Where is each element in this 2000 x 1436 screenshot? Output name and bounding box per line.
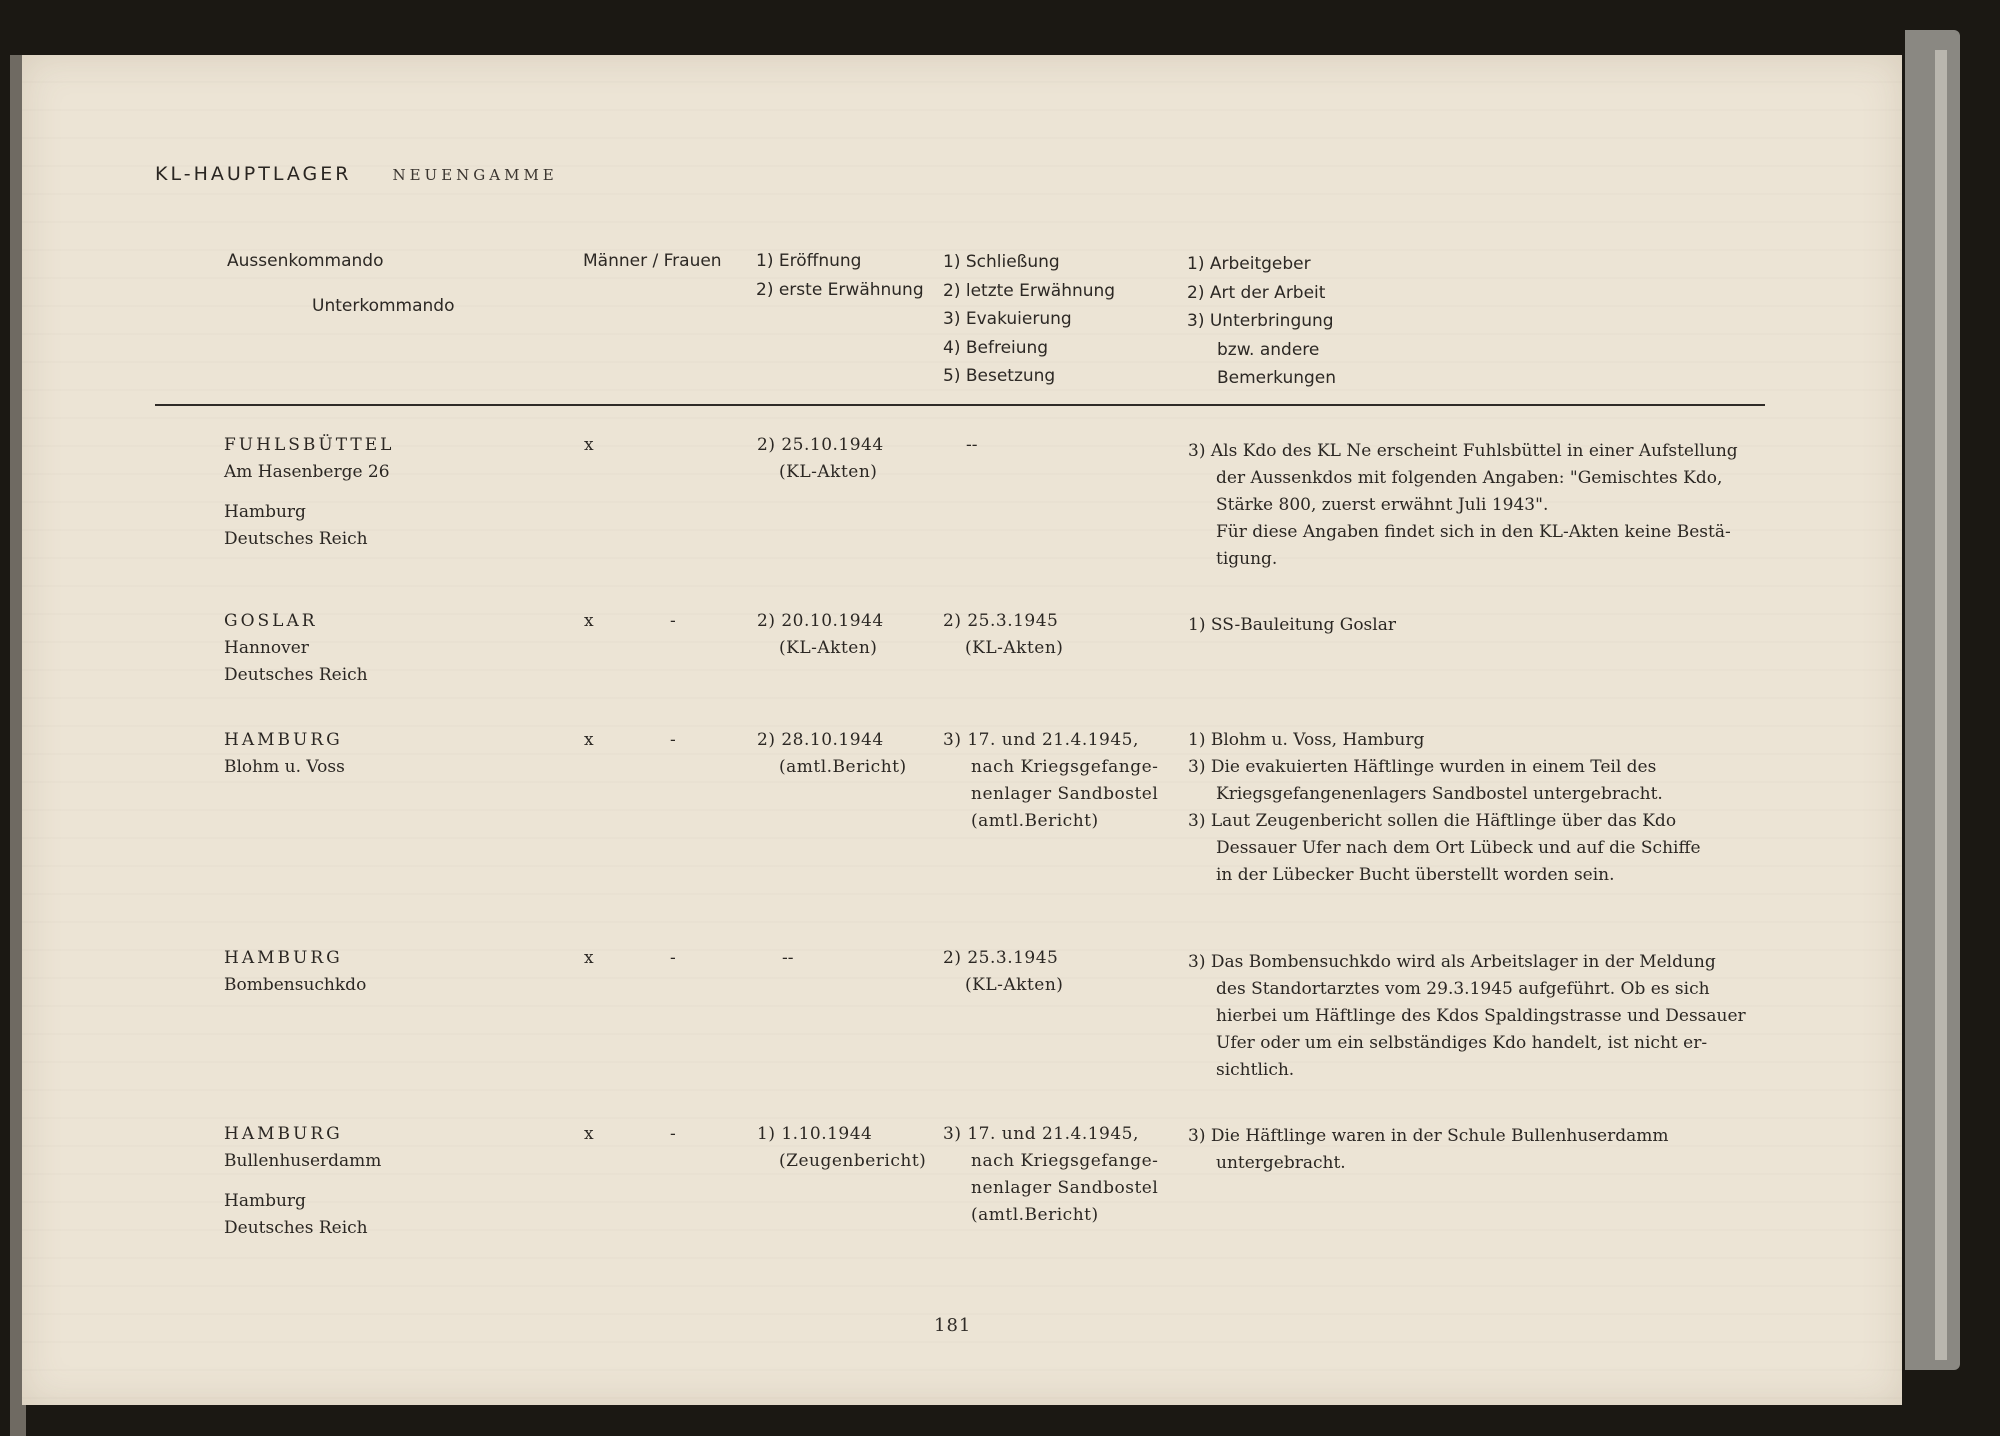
page-block-edge xyxy=(1935,50,1947,1360)
row-fuhlsbuettel-place xyxy=(224,432,394,553)
note-line: 3) Als Kdo des KL Ne erscheint Fuhlsbüttel in einer Aufstellung xyxy=(1188,441,1738,461)
place-line: Hamburg xyxy=(224,502,306,522)
close-line: 3) 17. und 21.4.1945, xyxy=(943,730,1139,750)
row-fuhlsbuettel-close xyxy=(966,432,978,459)
place-line: Hamburg xyxy=(224,1191,306,1211)
row-hamburg-blohm-close xyxy=(943,727,1158,835)
book-cover-edge xyxy=(1905,30,1960,1370)
open-line: (amtl.Bericht) xyxy=(779,757,907,777)
close-line: 2) 25.3.1945 xyxy=(943,611,1059,631)
place-line: Am Hasenberge 26 xyxy=(224,462,390,482)
close-line: 3) 17. und 21.4.1945, xyxy=(943,1124,1139,1144)
row-goslar-women: - xyxy=(670,611,676,631)
header-col5-line: 1) Arbeitgeber xyxy=(1187,254,1311,274)
note-line: untergebracht. xyxy=(1216,1153,1346,1173)
header-col2-line: Männer / Frauen xyxy=(583,251,722,271)
row-goslar-open xyxy=(757,608,884,662)
note-line: 3) Laut Zeugenbericht sollen die Häftlinge über das Kdo xyxy=(1188,811,1677,831)
place-title: GOSLAR xyxy=(224,611,318,631)
header-maenner-frauen xyxy=(583,247,722,276)
place-line: Blohm u. Voss xyxy=(224,757,345,777)
open-line: 2) 20.10.1944 xyxy=(757,611,884,631)
header-rule xyxy=(155,404,1765,406)
close-line: (KL-Akten) xyxy=(965,975,1064,995)
header-col4-line: 3) Evakuierung xyxy=(943,309,1072,329)
row-hamburg-bullenhuser-notes xyxy=(1188,1123,1668,1177)
header-col5-line: 3) Unterbringung xyxy=(1187,311,1334,331)
place-line: Bombensuchkdo xyxy=(224,975,367,995)
header-unterkommando xyxy=(312,292,454,321)
running-head-title: KL-HAUPTLAGER xyxy=(155,163,352,185)
header-eroeffnung xyxy=(756,247,924,304)
note-line: der Aussenkdos mit folgenden Angaben: "Gemischtes Kdo, xyxy=(1216,468,1723,488)
row-hamburg-bombensuch-close xyxy=(943,945,1063,999)
close-line: nenlager Sandbostel xyxy=(971,784,1159,804)
place-line: Deutsches Reich xyxy=(224,1218,368,1238)
row-hamburg-bullenhuser-place xyxy=(224,1121,381,1242)
header-schliessung xyxy=(943,248,1115,391)
header-col4-line: 5) Besetzung xyxy=(943,366,1056,386)
header-col1-line: Unterkommando xyxy=(312,296,455,316)
row-hamburg-blohm-women: - xyxy=(670,730,676,750)
close-line: (KL-Akten) xyxy=(965,638,1064,658)
note-line: Dessauer Ufer nach dem Ort Lübeck und auf die Schiffe xyxy=(1216,838,1701,858)
place-title: FUHLSBÜTTEL xyxy=(224,435,395,455)
place-line: Deutsches Reich xyxy=(224,529,368,549)
note-line: Ufer oder um ein selbständiges Kdo handelt, ist nicht er- xyxy=(1216,1033,1708,1053)
header-col5-line: Bemerkungen xyxy=(1217,368,1337,388)
row-hamburg-bullenhuser-close xyxy=(943,1121,1158,1229)
note-line: in der Lübecker Bucht überstellt worden sein. xyxy=(1216,865,1615,885)
row-fuhlsbuettel-men: x xyxy=(584,435,594,455)
note-line: 1) SS-Bauleitung Goslar xyxy=(1188,615,1396,635)
place-title: HAMBURG xyxy=(224,730,343,750)
header-col5-line: 2) Art der Arbeit xyxy=(1187,282,1326,303)
note-line: 3) Die evakuierten Häftlinge wurden in einem Teil des xyxy=(1188,757,1657,777)
open-line: (KL-Akten) xyxy=(779,462,878,482)
close-line: nach Kriegsgefange- xyxy=(971,757,1159,777)
header-col4-line: 4) Befreiung xyxy=(943,337,1049,358)
header-col4-line: 1) Schließung xyxy=(943,252,1060,272)
row-hamburg-blohm-place xyxy=(224,727,345,781)
note-line: hierbei um Häftlinge des Kdos Spaldingstrasse und Dessauer xyxy=(1216,1006,1746,1026)
open-line: -- xyxy=(782,948,794,968)
open-line: 2) 25.10.1944 xyxy=(757,435,884,455)
row-hamburg-bombensuch-women: - xyxy=(670,948,676,968)
header-col3-line: 1) Eröffnung xyxy=(756,251,862,271)
open-line: 1) 1.10.1944 xyxy=(757,1124,873,1144)
place-line: Hannover xyxy=(224,638,309,658)
note-line: Für diese Angaben findet sich in den KL-Akten keine Bestä- xyxy=(1216,522,1731,542)
note-line: 1) Blohm u. Voss, Hamburg xyxy=(1188,730,1425,750)
close-line: (amtl.Bericht) xyxy=(971,1205,1099,1225)
running-head xyxy=(155,163,558,185)
close-line: -- xyxy=(966,435,978,455)
row-hamburg-bombensuch-men: x xyxy=(584,948,594,968)
open-line: (Zeugenbericht) xyxy=(779,1151,927,1171)
open-line: 2) 28.10.1944 xyxy=(757,730,884,750)
row-goslar-men: x xyxy=(584,611,594,631)
row-hamburg-blohm-open xyxy=(757,727,907,781)
place-title: HAMBURG xyxy=(224,948,343,968)
row-hamburg-bullenhuser-women: - xyxy=(670,1124,676,1144)
row-hamburg-blohm-notes xyxy=(1188,727,1701,889)
row-hamburg-bombensuch-notes xyxy=(1188,949,1746,1084)
note-line: Stärke 800, zuerst erwähnt Juli 1943". xyxy=(1216,495,1549,515)
book-page xyxy=(22,55,1902,1405)
open-line: (KL-Akten) xyxy=(779,638,878,658)
note-line: des Standortarztes vom 29.3.1945 aufgeführt. Ob es sich xyxy=(1216,979,1710,999)
note-line: Kriegsgefangenenlagers Sandbostel untergebracht. xyxy=(1216,784,1663,804)
close-line: nach Kriegsgefange- xyxy=(971,1151,1159,1171)
row-goslar-close xyxy=(943,608,1063,662)
place-title: HAMBURG xyxy=(224,1124,343,1144)
place-line: Deutsches Reich xyxy=(224,665,368,685)
row-hamburg-bullenhuser-open xyxy=(757,1121,926,1175)
row-fuhlsbuettel-notes xyxy=(1188,438,1738,573)
note-line: 3) Das Bombensuchkdo wird als Arbeitslager in der Meldung xyxy=(1188,952,1716,972)
row-hamburg-bullenhuser-men: x xyxy=(584,1124,594,1144)
note-line: sichtlich. xyxy=(1216,1060,1295,1080)
header-col5-line: bzw. andere xyxy=(1217,339,1320,360)
row-hamburg-bombensuch-open xyxy=(782,945,794,972)
header-arbeitgeber xyxy=(1187,250,1336,393)
close-line: (amtl.Bericht) xyxy=(971,811,1099,831)
row-goslar-notes xyxy=(1188,612,1396,639)
header-aussenkommando xyxy=(227,247,384,276)
row-goslar-place xyxy=(224,608,368,689)
row-hamburg-bombensuch-place xyxy=(224,945,366,999)
row-hamburg-blohm-men: x xyxy=(584,730,594,750)
row-fuhlsbuettel-open xyxy=(757,432,884,486)
note-line: tigung. xyxy=(1216,549,1278,569)
place-line: Bullenhuserdamm xyxy=(224,1151,382,1171)
close-line: nenlager Sandbostel xyxy=(971,1178,1159,1198)
close-line: 2) 25.3.1945 xyxy=(943,948,1059,968)
header-col3-line: 2) erste Erwähnung xyxy=(756,279,924,300)
note-line: 3) Die Häftlinge waren in der Schule Bullenhuserdamm xyxy=(1188,1126,1669,1146)
page-number: 181 xyxy=(934,1315,972,1336)
running-head-subtitle: NEUENGAMME xyxy=(392,166,558,184)
header-col1-line: Aussenkommando xyxy=(227,251,384,271)
header-col4-line: 2) letzte Erwähnung xyxy=(943,280,1116,301)
